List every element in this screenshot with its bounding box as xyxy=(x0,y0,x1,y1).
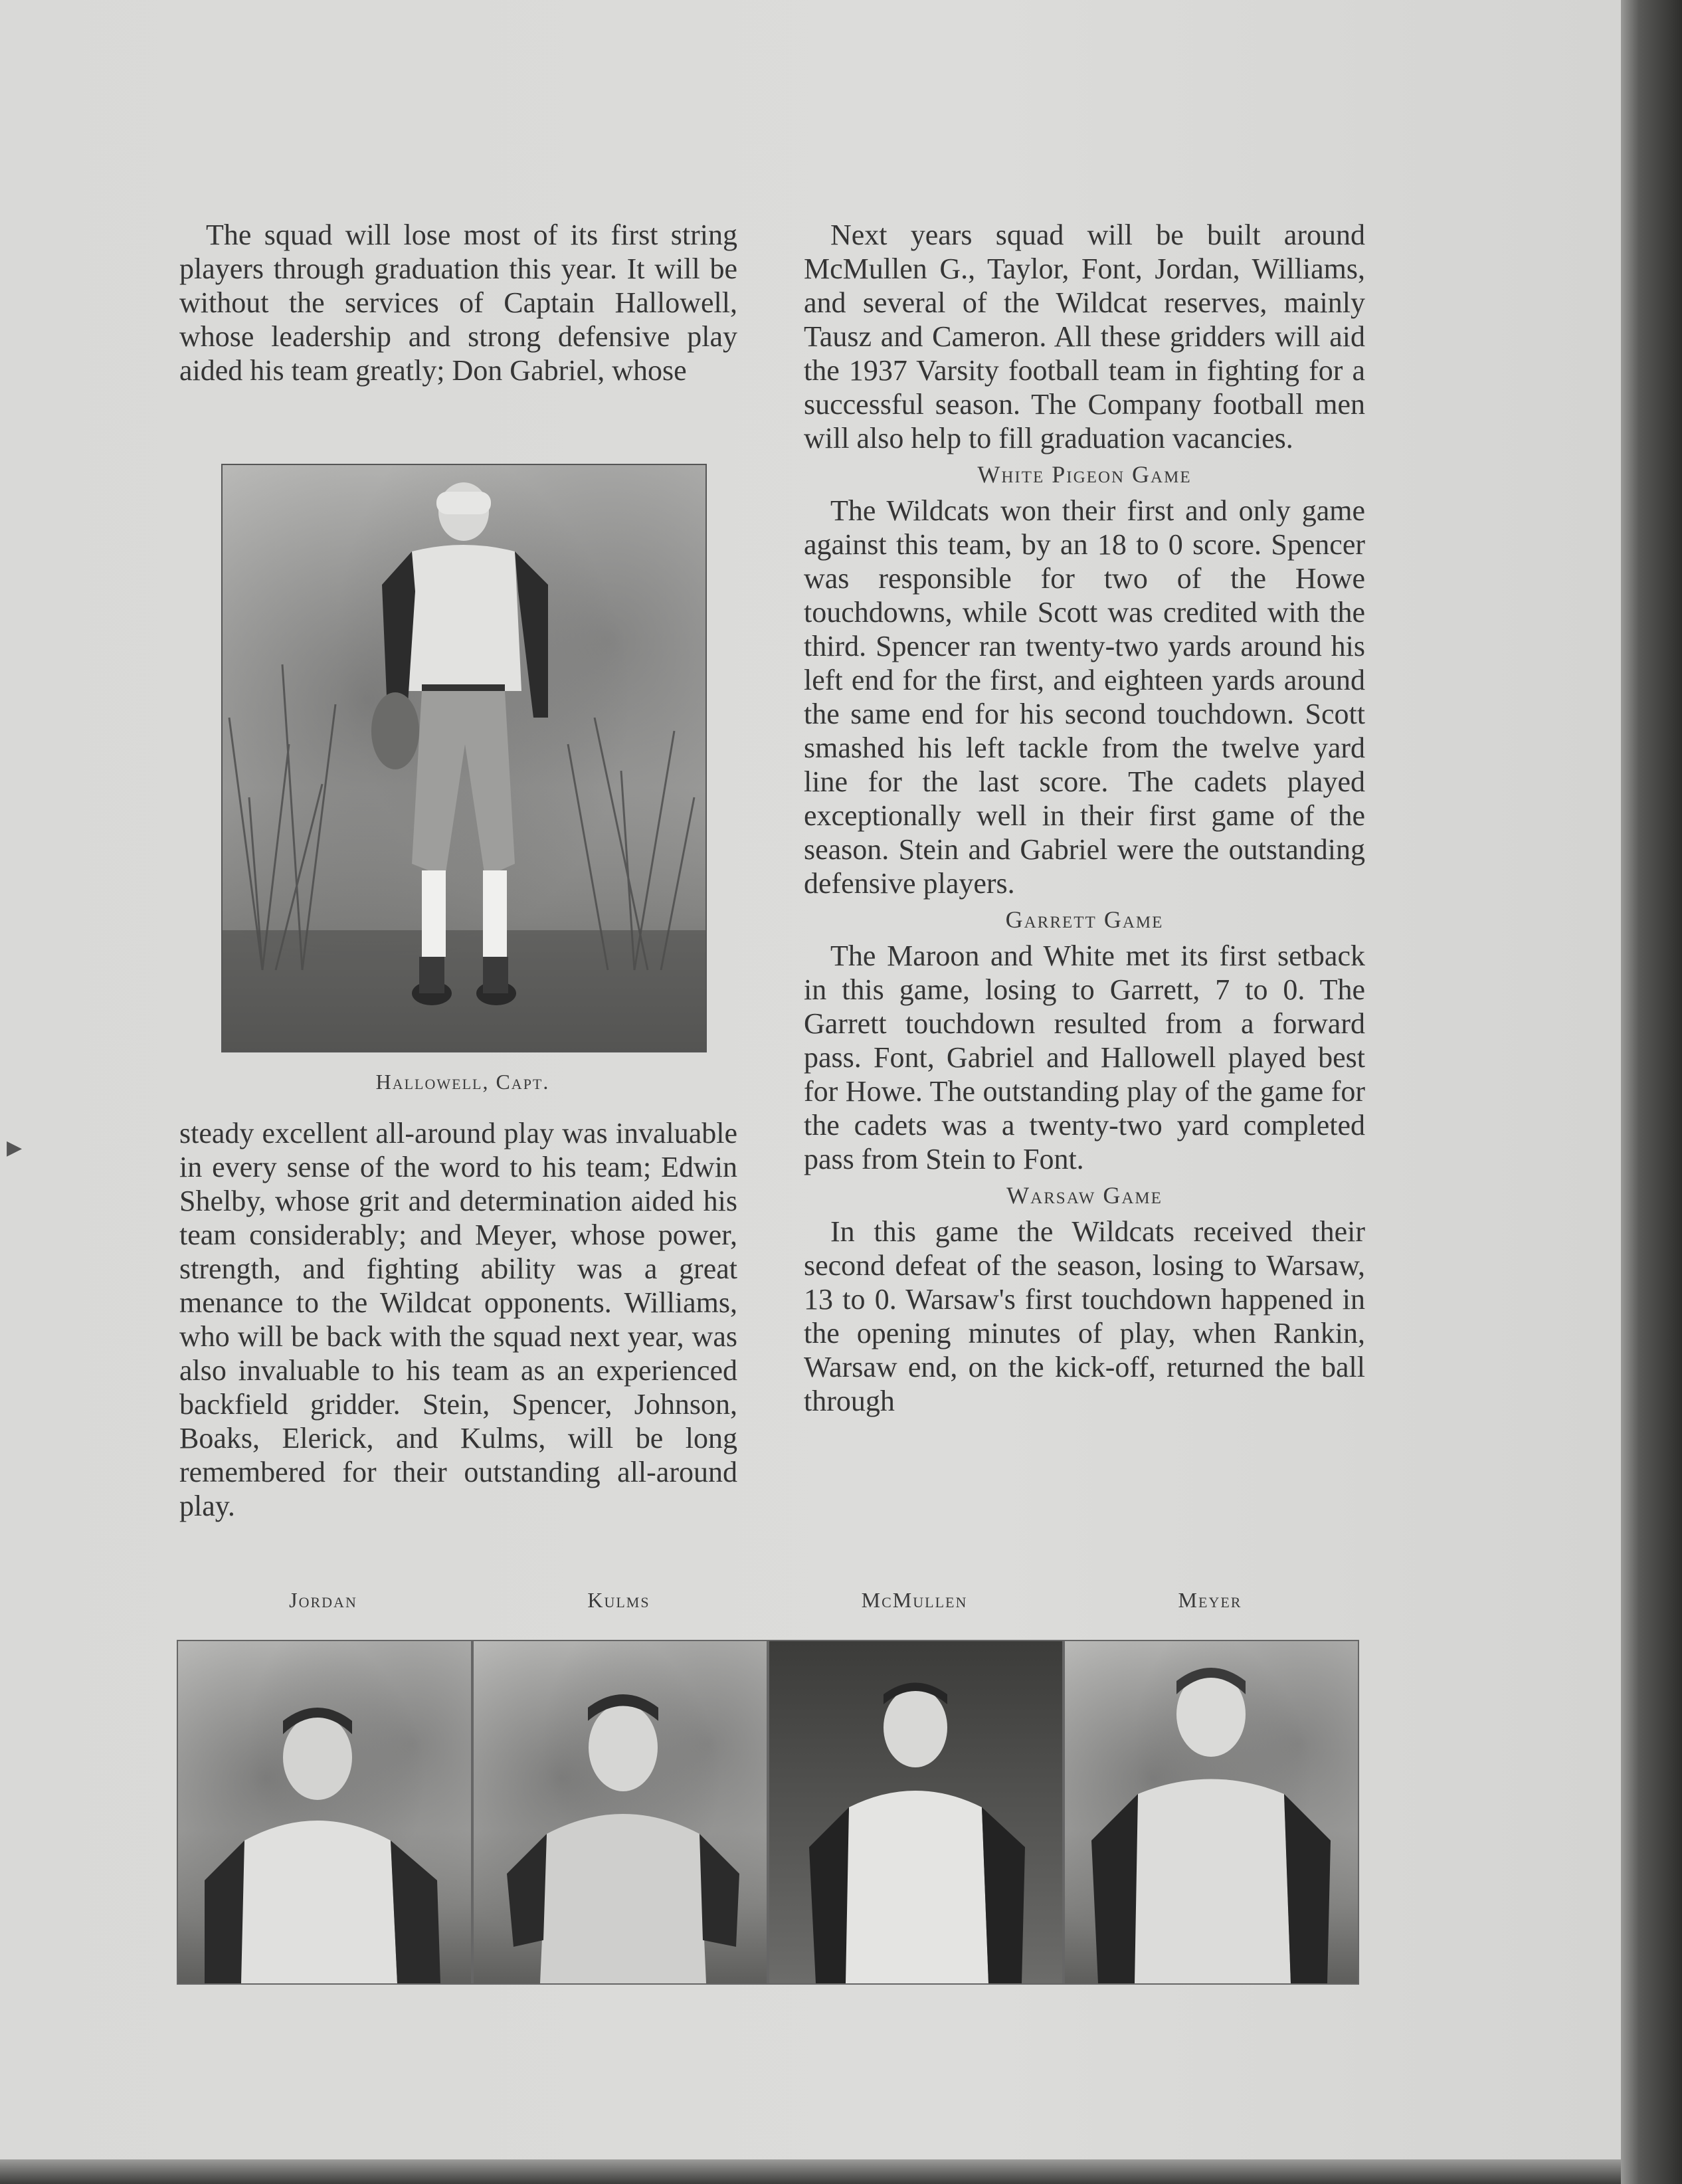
right-column xyxy=(804,218,1365,1418)
portrait-figure-icon xyxy=(769,1641,1062,1983)
thumb-caption-kulms: Kulms xyxy=(587,1588,650,1612)
portrait-figure-icon xyxy=(474,1641,767,1983)
left-column-top xyxy=(179,218,737,387)
thumb-caption-mcmullen: McMullen xyxy=(861,1588,968,1612)
left-top-paragraph: The squad will lose most of its first string players through graduation this year. It will be without the services of Captain Hallowell, whose leadership and strong defensive play aided his team greatly; Don Gabriel, whose xyxy=(179,219,737,387)
right-intro-paragraph: Next years squad will be built around McMullen G., Taylor, Font, Jordan, Williams, and several of the Wildcat reserves, mainly Tausz and Cameron. All these gridders will aid the 1937 Varsity football team in fighting for a successful season. The Company football men will also help to fill graduation vacancies. xyxy=(804,219,1365,454)
captain-photo-caption: Hallowell, Capt. xyxy=(375,1070,550,1094)
thumb-caption-jordan: Jordan xyxy=(289,1588,357,1612)
margin-arrow-icon: ▶ xyxy=(7,1137,23,1159)
thumb-photo-mcmullen xyxy=(768,1640,1064,1985)
left-bottom-paragraph: steady excellent all-around play was invaluable in every sense of the word to his team; Edwin Shelby, whose grit and determination aided his team considerably; and Meyer, whose power, strength, and fighting ability was a great menance to the Wildcat opponents. Williams, who will be back with the squad next year, was also invaluable to his team as an experienced backfield gridder. Stein, Spencer, Johnson, Boaks, Elerick, and Kulms, will be long remembered for their outstanding all-around play. xyxy=(179,1117,737,1522)
thumb-caption-meyer: Meyer xyxy=(1178,1588,1242,1612)
section-text-garrett: The Maroon and White met its first setback in this game, losing to Garrett, 7 to 0. The Garrett touchdown resulted from a forward pass. Font, Gabriel and Hallowell played best for Howe. The outstanding play of the game for the cadets was a twenty-two yard completed pass from Stein to Font. xyxy=(804,940,1365,1175)
section-heading-warsaw: Warsaw Game xyxy=(1006,1182,1163,1209)
section-text-warsaw: In this game the Wildcats received their second defeat of the season, losing to Warsaw, 13 to 0. Warsaw's first touchdown happened in the opening minutes of play, when Rankin, Warsaw end, on the kick-off, returned the ball through xyxy=(804,1215,1365,1417)
section-heading-white-pigeon: White Pigeon Game xyxy=(977,461,1192,488)
thumb-photo-meyer xyxy=(1064,1640,1359,1985)
page-bottom-edge xyxy=(0,2159,1621,2184)
captain-photo xyxy=(221,464,707,1052)
captain-figure-icon xyxy=(223,465,705,1051)
thumb-photo-kulms xyxy=(472,1640,768,1985)
portrait-figure-icon xyxy=(178,1641,471,1983)
portrait-figure-icon xyxy=(1065,1641,1358,1983)
thumb-photo-jordan xyxy=(177,1640,472,1985)
section-heading-garrett: Garrett Game xyxy=(1005,906,1164,933)
book-binding xyxy=(1621,0,1682,2184)
section-text-white-pigeon: The Wildcats won their first and only game against this team, by an 18 to 0 score. Spencer was responsible for two of the Howe touchdowns, while Scott was credited with the third. Spencer ran twenty-two yards around his left end for the first, and eighteen yards around the same end for his second touchdown. Scott smashed his left tackle from the twelve yard line for the last score. The cadets played exceptionally well in their first game of the season. Stein and Gabriel were the outstanding defensive players. xyxy=(804,494,1365,900)
left-column-bottom xyxy=(179,1116,737,1523)
